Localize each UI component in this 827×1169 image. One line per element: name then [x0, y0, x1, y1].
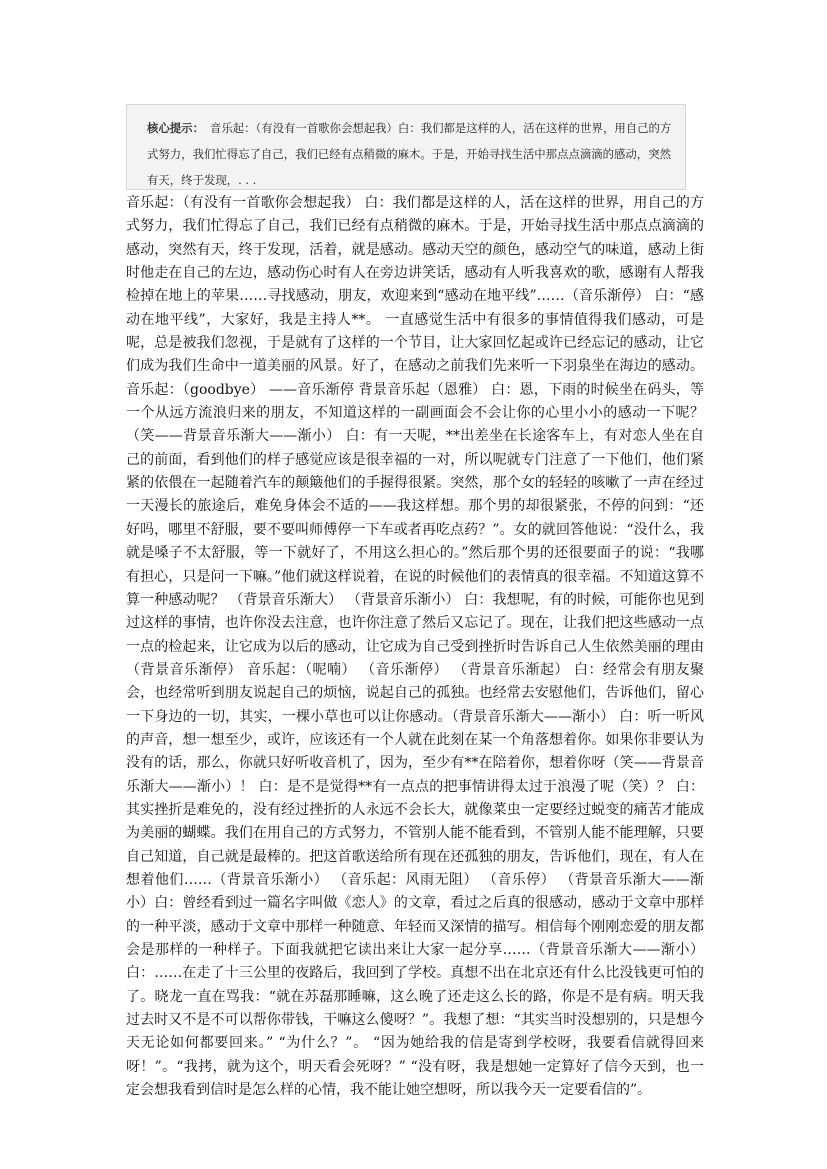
article-body: 音乐起：（有没有一首歌你会想起我） 白：我们都是这样的人，活在这样的世界，用自己的方式努力，我们忙得忘了自己，我们已经有点稍微的麻木。于是，开始寻找生活中那点点滴滴的感动，突然有天，终于发现，活着，就是感动。感动天空的颜色，感动空气的味道，感动上街时他走在自己的左边，感动伤心时有人在旁边讲笑话，感动有人听我喜欢的歌，感谢有人帮我检掉在地上的苹果……寻找感动，朋友，欢迎来到“感动在地平线”……（音乐渐停） 白：“感动在地平线”，大家好，我是主持人**。 一直感觉生活中有很多的事情值得我们感动，可是呢，总是被我们忽视，于是就有了这样的一个节目，让大家回忆起或许已经忘记的感动，让它们成为我们生命中一道美丽的风景。好了，在感动之前我们先来听一下羽泉坐在海边的感动。音乐起：（goodbye） ——音乐渐停 背景音乐起（恩雅） 白：恩，下雨的时候坐在码头，等一个从远方流浪归来的朋友，不知道这样的一副画面会不会让你的心里小小的感动一下呢？ （笑——背景音乐渐大——渐小） 白：有一天呢，**出差坐在长途客车上，有对恋人坐在自己的前面，看到他们的样子感觉应该是很幸福的一对，所以呢就专门注意了一下他们，他们紧紧的依偎在一起随着汽车的颠簸他们的手握得很紧。突然，那个女的轻轻的咳嗽了一声在经过一天漫长的旅途后，难免身体会不适的——我这样想。那个男的却很紧张，不停的问到：“还好吗，哪里不舒服，要不要叫师傅停一下车或者再吃点药？”。女的就回答他说：“没什么，我就是嗓子不太舒服，等一下就好了，不用这么担心的。”然后那个男的还很要面子的说：“我哪有担心，只是问一下嘛。”他们就这样说着，在说的时候他们的表情真的很幸福。不知道这算不算一种感动呢？ （背景音乐渐大） （背景音乐渐小） 白：我想呢，有的时候，可能你也见到过这样的事情，也许你没去注意，也许你注意了然后又忘记了。现在，让我们把这些感动一点一点的检起来，让它成为以后的感动，让它成为自己受到挫折时告诉自己人生依然美丽的理由（背景音乐渐停） 音乐起：（呢喃） （音乐渐停） （背景音乐渐起） 白：经常会有朋友聚会，也经常听到朋友说起自己的烦恼，说起自己的孤独。也经常去安慰他们，告诉他们，留心一下身边的一切，其实，一棵小草也可以让你感动。（背景音乐渐大——渐小） 白：听一听风的声音，想一想至少，或许，应该还有一个人就在此刻在某一个角落想着你。如果你非要认为没有的话，那么，你就只好听收音机了，因为，至少有**在陪着你，想着你呀（笑——背景音乐渐大——渐小）！ 白：是不是觉得**有一点点的把事情讲得太过于浪漫了呢（笑）？ 白：其实挫折是难免的，没有经过挫折的人永远不会长大，就像菜虫一定要经过蜕变的痛苦才能成为美丽的蝴蝶。我们在用自己的方式努力，不管别人能不能看到，不管别人能不能理解，只要自己知道，自己就是最棒的。把这首歌送给所有现在还孤独的朋友，告诉他们，现在，有人在想着他们……（背景音乐渐小） （音乐起：风雨无阻） （音乐停） （背景音乐渐大——渐小）白：曾经看到过一篇名字叫做《恋人》的文章，看过之后真的很感动，感动于文章中那样的一种平淡，感动于文章中那样一种随意、年轻而又深情的描写。相信每个刚刚恋爱的朋友都会是那样的一种样子。下面我就把它读出来让大家一起分享……（背景音乐渐大——渐小） 白：……在走了十三公里的夜路后，我回到了学校。真想不出在北京还有什么比没钱更可怕的了。晓龙一直在骂我：“就在苏磊那睡嘛，这么晚了还走这么长的路，你是不是有病。明天我过去时又不是不可以帮你带钱，干嘛这么傻呀？”。我想了想：“其实当时没想别的，只是想今天无论如何都要回来。” “为什么？”。 “因为她给我的信是寄到学校呀，我要看信就得回来呀！”。“我拷，就为这个，明天看会死呀？” “没有呀，我是想她一定算好了信今天到，也一定会想我看到信时是怎么样的心情，我不能让她空想呀，所以我今天一定要看信的”。	[126, 195, 704, 1099]
summary-text: 音乐起：（有没有一首歌你会想起我）白：我们都是这样的人，活在这样的世界，用自己的方式努力，我们忙得忘了自己，我们已经有点稍微的麻木。于是，开始寻找生活中那点点滴滴的感动，突然有天，终于发现，. . .	[147, 121, 672, 187]
summary-label: 核心提示：	[147, 121, 204, 135]
summary-box	[126, 104, 686, 190]
